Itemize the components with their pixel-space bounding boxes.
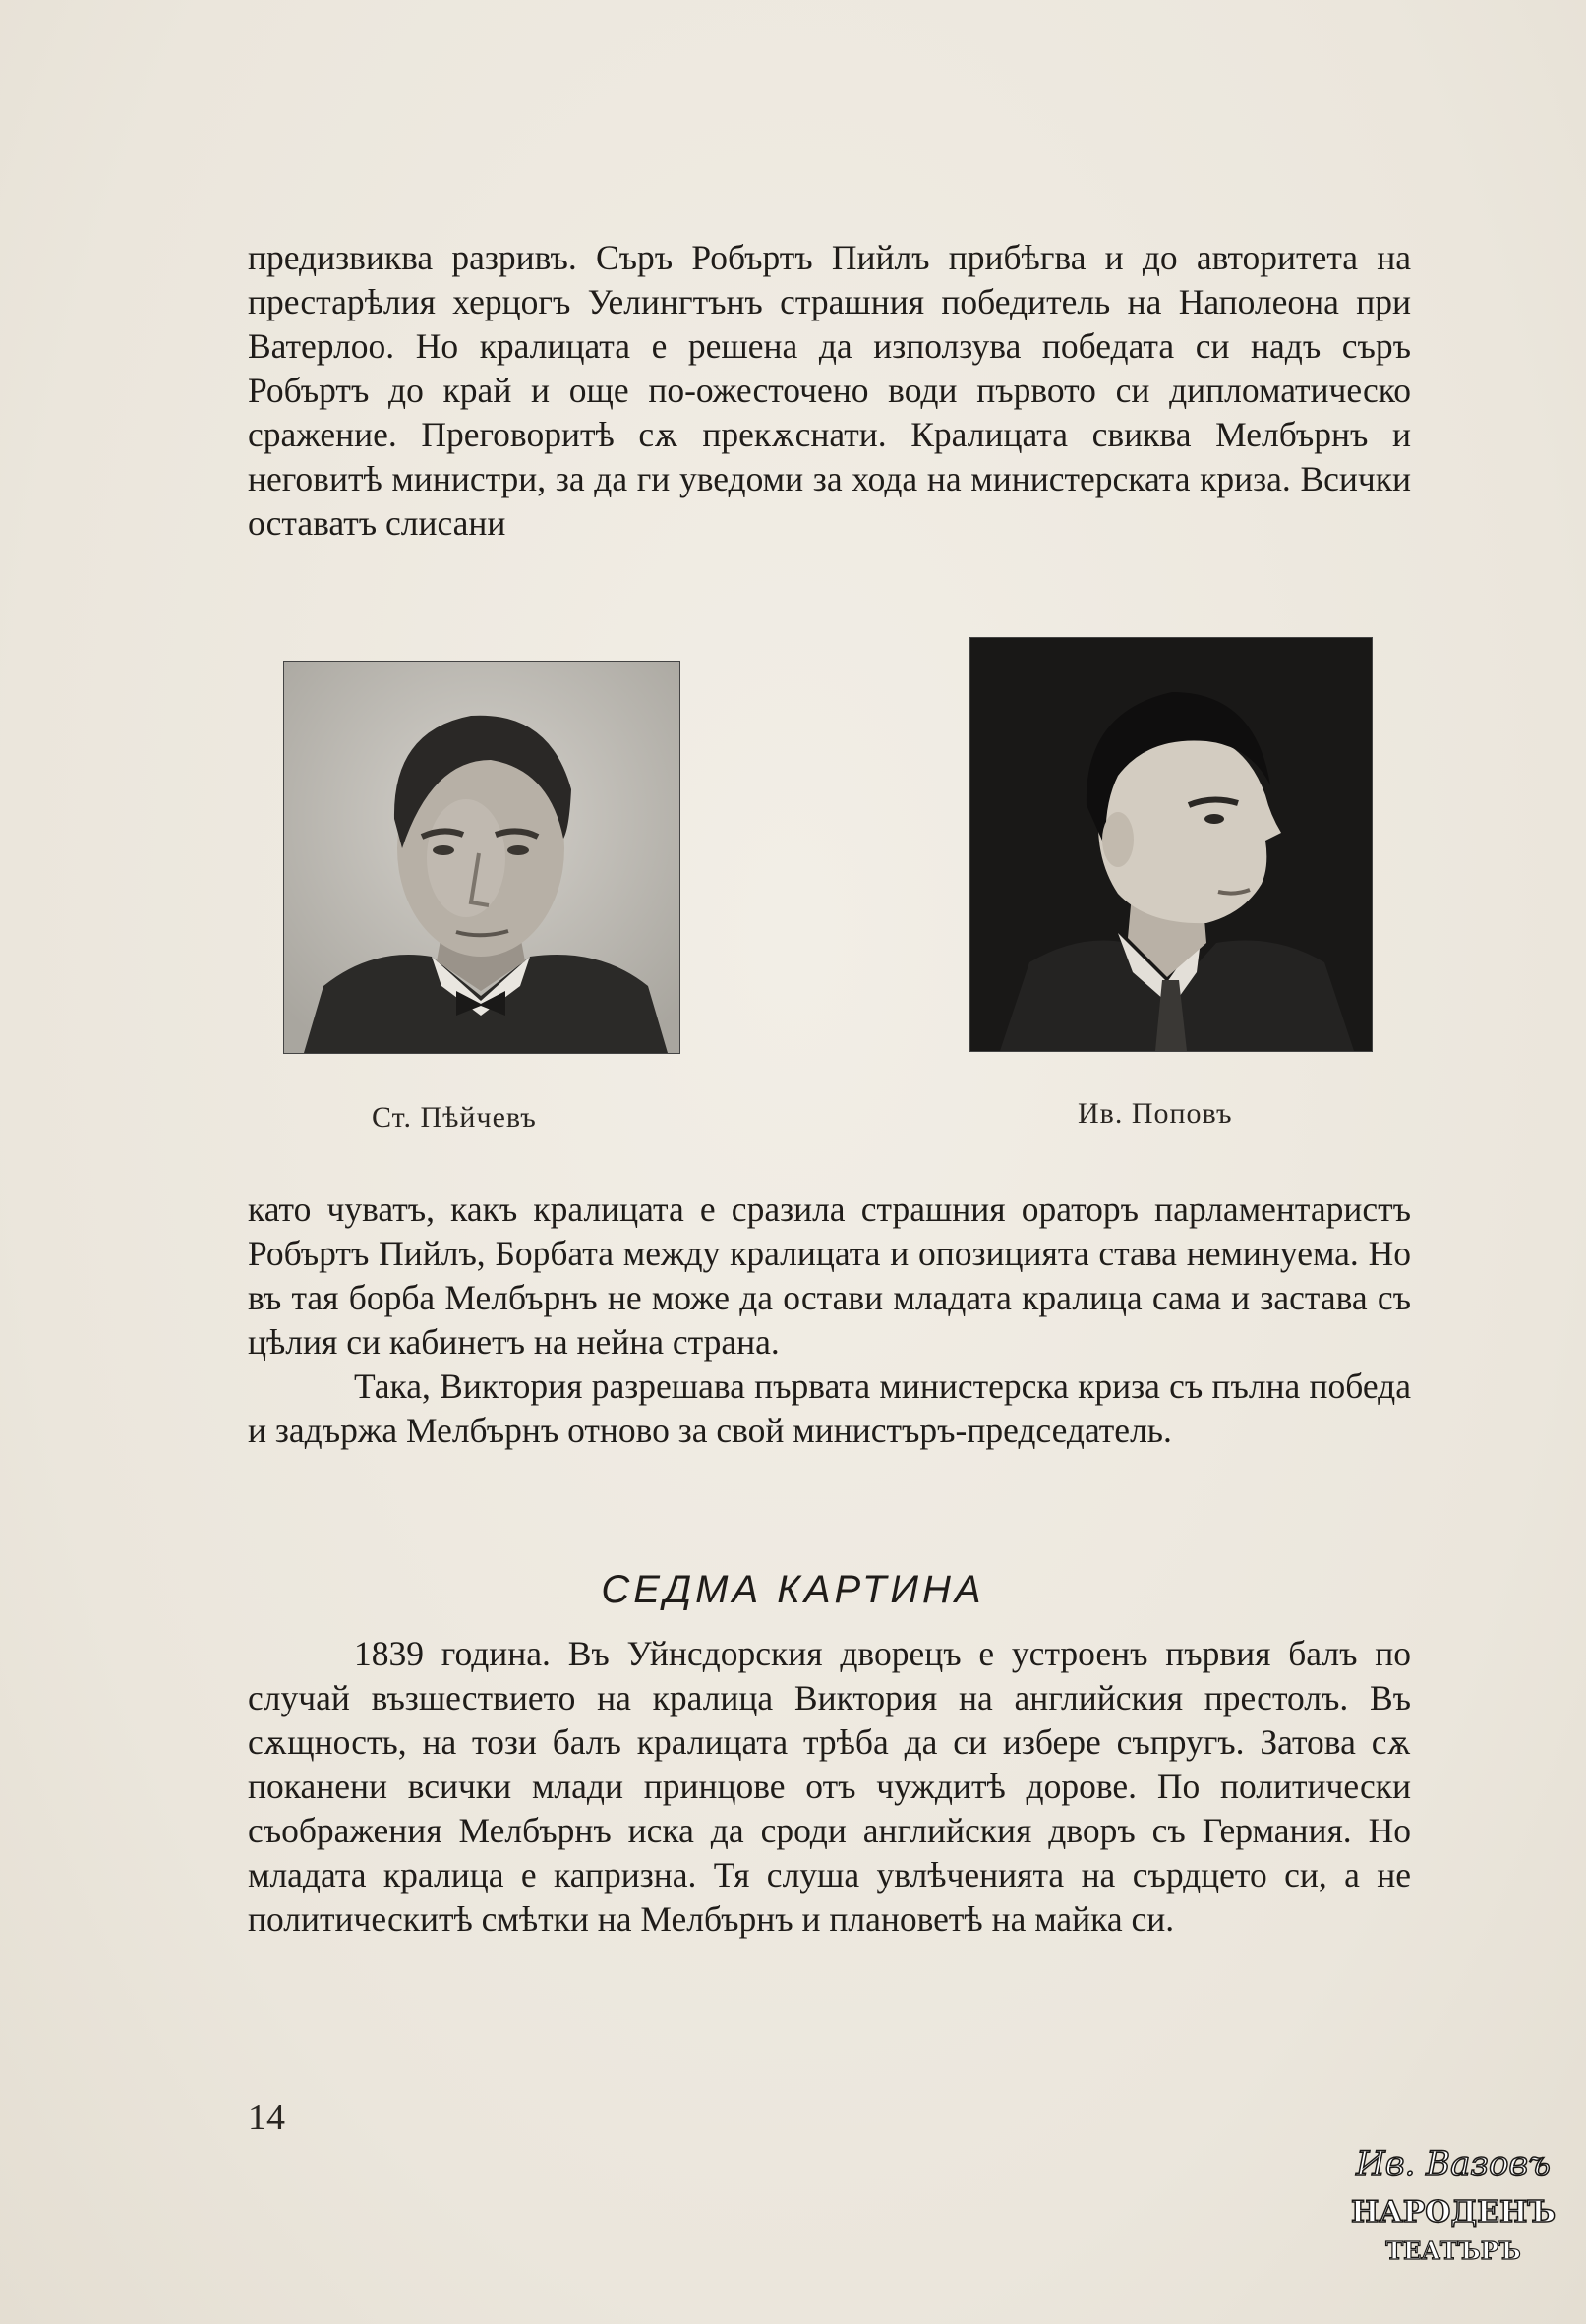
photo-caption: Ив. Поповъ bbox=[1078, 1097, 1233, 1130]
logo-signature: Ив. Вазовъ bbox=[1356, 2144, 1551, 2183]
paragraph: Така, Виктория разрешава първата министерска криза съ пълна победа и задържа Мелбърнъ отново за свой министъръ-председатель. bbox=[248, 1366, 1411, 1450]
logo-line: ТЕАТЪРЪ bbox=[1385, 2237, 1521, 2265]
paragraph: предизвиква разривъ. Съръ Робъртъ Пийлъ прибѣгва и до авторитета на престарѣлия херцогъ Уелингтънъ страшния победитель на Наполеона при Ватерлоо. Но кралицата е решена да използува победата си надъ съръ Робъртъ до край и още по-ожесточено води първото си дипломатическо сражение. Преговоритѣ сѫ прекѫснати. Кралицата свиква Мелбърнъ и неговитѣ министри, за да ги уведоми за хода на министерската криза. Всички оставатъ слисани bbox=[248, 238, 1411, 543]
photo-caption: Ст. Пѣйчевъ bbox=[372, 1101, 537, 1133]
logo-line: НАРОДЕНЪ bbox=[1350, 2195, 1557, 2230]
page-number: 14 bbox=[248, 2097, 285, 2138]
text-block-scene bbox=[248, 1632, 1411, 1942]
paragraph: като чуватъ, какъ кралицата е сразила страшния ораторъ парламентаристъ Робъртъ Пийлъ, Борбата между кралицата и опозицията става неминуема. Но въ тая борба Мелбърнъ не може да остави младата кралица сама и застава съ цѣлия си кабинетъ на нейна страна. bbox=[248, 1190, 1411, 1362]
portrait-photo-peychev bbox=[283, 661, 680, 1054]
portrait-photo-popov bbox=[969, 637, 1373, 1052]
text-block-middle bbox=[248, 1188, 1411, 1453]
scene-heading: СЕДМА КАРТИНА bbox=[601, 1568, 985, 1611]
paragraph: 1839 година. Въ Уйнсдорския дворецъ е устроенъ първия балъ по случай възшествието на кралица Виктория на английския престолъ. Въ сѫщность, на този балъ кралицата трѣба да си избере съпругъ. Затова сѫ поканени всички млади принцове отъ чуждитѣ дорове. По политически съображения Мелбърнъ иска да сроди английския дворъ съ Германия. Но младата кралица е капризна. Тя слуша увлѣченията на сърдцето си, а не политическитѣ смѣтки на Мелбърнъ и плановетѣ на майка си. bbox=[248, 1634, 1411, 1939]
text-block-top bbox=[248, 236, 1411, 546]
portrait-image bbox=[284, 662, 679, 1053]
portrait-image bbox=[970, 638, 1372, 1051]
national-theatre-logo bbox=[1350, 2123, 1557, 2281]
